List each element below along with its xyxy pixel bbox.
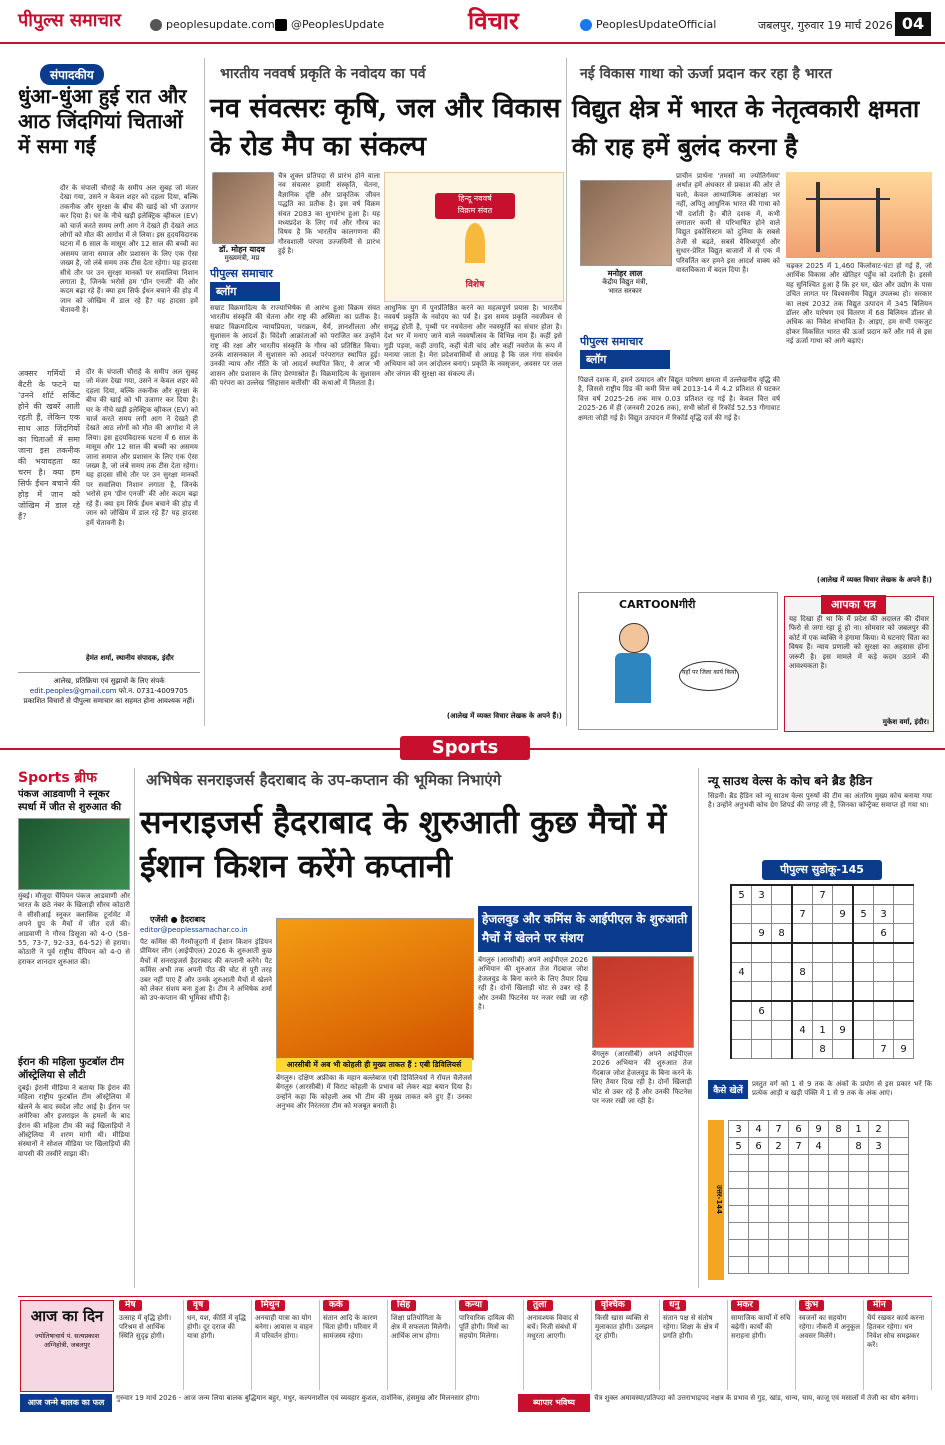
editorial-tag: संपादकीय [40, 64, 104, 85]
sudoku-cell[interactable] [833, 924, 854, 944]
answer-label: उत्तर-144 [708, 1120, 724, 1280]
main-footnote: (आलेख में व्यक्त विचार लेखक के अपने हैं।) [446, 712, 562, 720]
answer-cell [829, 1206, 849, 1223]
sign-text: सामाजिक कार्यों में रुचि बढ़ेगी। कार्यों की सराहना होगी। [731, 1314, 791, 1340]
answer-cell [889, 1240, 909, 1257]
sign-name: मिथुन [255, 1300, 285, 1311]
energy-body-3: चढ़कर 2025 में 1,460 किलोवाट-घंटा हो गई है, जो आर्थिक विकास और खेतिहर पहुँच को दर्शाती है। इससे यह सुनिश्चित हुआ है कि हर घर, खेत और उद्योग के पास उचित लागत पर विश्वसनीय विद्युत उपलब्ध हो। सरकार का लक्ष्य 2032 तक विद्युत उत्पादन में 345 बिलियन डॉलर और पारेषण एवं वितरण में 68 बिलियन डॉलर से अधिक का निवेश संभावित है। आइए, हम सभी एकजुट होकर विकसित भारत की ऊर्जा प्रदान करें और गर्व से इस नई ऊर्जा गाथा को आगे बढ़ाएं। [786, 262, 932, 346]
sign-text: संतान पक्ष से संतोष रहेगा। शिक्षा के क्षेत्र में प्रगति होगी। [663, 1314, 719, 1340]
nsw-headline: न्यू साउथ वेल्स के कोच बने ब्रैड हैडिन [708, 774, 873, 788]
answer-cell [809, 1172, 829, 1189]
letters-signature: मुकेश वर्मा, इंदौर। [882, 718, 929, 726]
sudoku-cell[interactable] [894, 982, 914, 1002]
answer-cell [869, 1223, 889, 1240]
answer-cell: 5 [729, 1138, 749, 1155]
editorial-headline: धुंआ-धुंआ हुई रात और आठ जिंदगियां चिताओं में समा गईं [18, 84, 187, 158]
answer-cell [749, 1240, 769, 1257]
energy-body-2: पिछले दशक में, हमने उत्पादन और विद्युत पारेषण क्षमता में उल्लेखनीय वृद्धि की है, जिससे राष्ट्रीय ग्रिड की कमी वित्त वर्ष 2013-14 में 4.2 प्रतिशत से घटकर वित्त वर्ष 2025-26 तक मात्र 0.03 प्रतिशत रह गई है। केवल वित्त वर्ष 2025-26 में ही (जनवरी 2026 तक), सभी स्रोतों से रिकॉर्ड 52.53 गीगावाट क्षमता जोड़ी गई है। विद्युत उत्पादन में रिकॉर्ड वृद्धि दर्ज की गई है। [578, 376, 780, 422]
sudoku-cell[interactable] [853, 1001, 874, 1021]
sudoku-cell[interactable] [752, 982, 772, 1002]
sign-text: धैर्य रखकर कार्य करना हितकर रहेगा। धन निवेश सोच समझकर करें। [867, 1314, 925, 1349]
main-body-3: आधुनिक युग में पुनर्प्रतिष्ठित करने का महत्वपूर्ण प्रयास है। भारतीय नववर्ष प्रकृति के नवोदय का पर्व है। इस समय प्रकृति नवजीवन से समृद्ध होती है, पृथ्वी पर नवचेतना और नवस्फूर्ति का संचार होता है। देश भर में मनाए जाने वाले नववर्षोत्सव के विभिन्न नाम हैं। कहीं इसे गुड़ी पड़वा, कहीं उगादि, कहीं चेती चांद और कहीं नवरोज के रूप में मनाया जाता है। मेरा प्रदेशवासियों से आग्रह है कि जल गंगा संवर्धन अभियान को जन आंदोलन बनाएं। प्रकृति के नवसृजन, अवसर पर जल और जंगल की सुरक्षा का संकल्प लें। [384, 304, 562, 378]
sudoku-cell[interactable] [772, 1021, 793, 1040]
blog-label: ब्लॉग [210, 282, 280, 301]
sudoku-cell[interactable] [853, 982, 874, 1002]
sign-text: अनावश्यक विवाद से बचें। निजी संबंधों में मधुरता आएगी। [527, 1314, 579, 1340]
sudoku-cell[interactable] [853, 1021, 874, 1040]
footer-contact-label: आलेख, प्रतिक्रिया एवं सुझावों के लिए संपर्क [53, 677, 165, 685]
sudoku-cell[interactable] [813, 1001, 833, 1021]
sudoku-cell[interactable] [792, 982, 813, 1002]
answer-cell [809, 1189, 829, 1206]
answer-cell [829, 1223, 849, 1240]
blog-brand: पीपुल्स समाचार [580, 335, 643, 348]
agency: एजेंसी [150, 915, 168, 924]
sudoku-cell[interactable] [853, 943, 874, 963]
sudoku-cell[interactable] [833, 1001, 854, 1021]
sudoku-cell[interactable] [853, 1040, 874, 1059]
author-title-1: केंद्रीय विद्युत मंत्री, [602, 278, 648, 286]
column-divider [134, 768, 135, 1288]
horoscope-card [796, 1300, 864, 1390]
sudoku-cell[interactable]: 5 [731, 885, 752, 905]
sudoku-cell[interactable] [772, 982, 793, 1002]
energy-body-1: प्राचीन प्रार्थना 'तमसो मा ज्योतिर्गमय' अर्थात हमें अंधकार से प्रकाश की ओर ले चलो, केवल आध्यात्मिक आकांक्षा भर नहीं, अपितु आधुनिक भारत की गाथा को भी दर्शाती है। बीते दशक में, कभी लगातार कमी से परिभाषित होने वाले विद्युत इकोसिस्टम को दुनिया के सबसे तेजी से बढ़ते, सबसे वैविध्यपूर्ण और सुधार-प्रेरित विद्युत बाजारों में से एक में परिवर्तित कर हमने इस आदर्श वाक्य को वास्तविकता में बदल दिया है। [676, 172, 780, 275]
answer-cell [729, 1172, 749, 1189]
trade-label: ब्यापार भविष्य [518, 1394, 590, 1412]
answer-cell [749, 1257, 769, 1274]
facebook-link[interactable]: PeoplesUpdateOfficial [580, 18, 716, 31]
answer-cell: 6 [789, 1121, 809, 1138]
sudoku-rules: प्रस्तुत वर्ग को 1 से 9 तक के अंकों के प्रयोग से इस प्रकार भरें कि प्रत्येक आड़ी व खड़ी पंक्ति में 1 से 9 तक के अंक आएं। [752, 1080, 932, 1098]
answer-cell: 3 [729, 1121, 749, 1138]
answer-cell [789, 1257, 809, 1274]
sudoku-cell[interactable] [813, 943, 833, 963]
sudoku-cell[interactable] [772, 943, 793, 963]
answer-cell [729, 1240, 749, 1257]
answer-cell [729, 1189, 749, 1206]
letters-title: आपका पत्र [821, 595, 886, 614]
answer-cell [749, 1206, 769, 1223]
sign-name: मीन [867, 1300, 892, 1311]
answer-cell [729, 1206, 749, 1223]
sudoku-cell[interactable] [874, 982, 894, 1002]
answer-cell [889, 1257, 909, 1274]
sudoku-cell[interactable]: 1 [813, 1021, 833, 1040]
answer-cell [889, 1189, 909, 1206]
energy-footnote: (आलेख में व्यक्त विचार लेखक के अपने हैं।) [816, 576, 932, 584]
answer-cell [889, 1206, 909, 1223]
masthead-logo: पीपुल्स समाचार [18, 10, 121, 31]
answer-cell [809, 1223, 829, 1240]
answer-cell [809, 1206, 829, 1223]
sudoku-cell[interactable]: 4 [792, 1021, 813, 1040]
sudoku-cell[interactable] [833, 963, 854, 982]
sudoku-cell[interactable] [792, 885, 813, 905]
sign-text: संतान आदि के कारण चिंता होगी। परिवार में सामंजस्य रहेगा। [323, 1314, 378, 1340]
answer-cell [869, 1155, 889, 1172]
sign-name: वृष [187, 1300, 209, 1311]
art-caption-3: विशेष [465, 280, 485, 290]
answer-cell [789, 1189, 809, 1206]
author-photo [212, 172, 274, 244]
answer-cell [749, 1223, 769, 1240]
art-caption-2: विक्रम संवत [457, 206, 493, 215]
author-name: मनोहर लाल [607, 269, 643, 278]
sudoku-cell[interactable]: 4 [731, 963, 752, 982]
trade-text: चैत्र शुक्ल अमावस्या/प्रतिपदा को उत्तराभाद्रपद नक्षत्र के प्रभाव से गुड़, खांड, धान्य, चाय, काजू एवं मसालों में तेजी का योग बनेगा। [594, 1394, 919, 1402]
festival-illustration [384, 172, 564, 302]
horoscope-card [116, 1300, 184, 1390]
answer-cell [789, 1240, 809, 1257]
energy-kicker: नई विकास गाथा को ऊर्जा प्रदान कर रहा है भारत [580, 66, 832, 82]
sudoku-cell[interactable] [772, 905, 793, 924]
sudoku-cell[interactable]: 5 [853, 905, 874, 924]
globe-icon [150, 19, 162, 31]
sudoku-cell[interactable] [731, 943, 752, 963]
horoscope-card [252, 1300, 320, 1390]
answer-cell: 2 [869, 1121, 889, 1138]
sign-text: उत्साह में वृद्धि होगी। परिश्रम से आर्थिक स्थिति सुदृढ़ होगी। [119, 1314, 172, 1340]
rules-label: कैसे खेलें [708, 1080, 748, 1099]
sudoku-cell[interactable] [792, 943, 813, 963]
blog-label: ब्लॉग [580, 350, 670, 369]
sudoku-cell[interactable] [813, 905, 833, 924]
letters-body: यह दिखा ही था कि मैं प्रदेश की अदालत की दीवार फिरो से जगा रहा हूं हो ना। सोमवार को जबलपुर की कोर्ट में एक व्यक्ति ने हंगामा किया। ये घटनाएं चिंता का विषय हैं। न्याय प्रणाली को सुरक्षा का अहसास होना जरूरी है। इस मामले में कड़े कदम उठाने की आवश्यकता है। [789, 615, 929, 671]
sudoku-cell[interactable]: 8 [792, 963, 813, 982]
sudoku-cell[interactable] [813, 963, 833, 982]
horoscope-rule [18, 1296, 932, 1297]
answer-cell: 4 [809, 1138, 829, 1155]
sign-text: पारिवारिक दायित्व की पूर्ति होगी। मित्रों का सहयोग मिलेगा। [459, 1314, 515, 1340]
editorial-footer [18, 672, 200, 706]
answer-cell [769, 1155, 789, 1172]
answer-cell [849, 1172, 869, 1189]
answer-cell [849, 1155, 869, 1172]
sudoku-cell[interactable] [874, 963, 894, 982]
answer-cell [869, 1206, 889, 1223]
brief-1-headline: पंकज आडवाणी ने स्नूकर स्पर्धा में जीत से शुरुआत की [18, 789, 122, 813]
sudoku-cell[interactable] [894, 1021, 914, 1040]
art-caption-1: हिन्दू नववर्ष [458, 194, 492, 203]
answer-cell [829, 1138, 849, 1155]
sudoku-cell[interactable] [752, 1040, 772, 1059]
column-divider [204, 58, 205, 726]
sudoku-cell[interactable] [731, 1040, 752, 1059]
author-title-2: भारत सरकार [608, 287, 642, 295]
footer-disclaimer: प्रकाशित विचारों से पीपुल्स समाचार का सहमत होना आवश्यक नहीं। [23, 697, 195, 705]
sudoku-cell[interactable] [731, 1021, 752, 1040]
side-body-cont: बेंगलुरु (आरसीबी) अपने आईपीएल 2026 अभियान की शुरुआत तेज गेंदबाज जोश हेजलवुड के बिना करने के लिए तैयार दिख रही है। दोनों खिलाड़ी चोट से उबर रहे हैं और उनकी फिटनेस पर नजर रखी जा रही है। [592, 1050, 692, 1106]
side-headline: हेजलवुड और कमिंस के आईपीएल के शुरुआती मैचों में खेलने पर संशय [482, 912, 688, 945]
cummins-photo [592, 956, 694, 1048]
section-title: विचार [468, 7, 519, 35]
sign-name: वृश्चिक [595, 1300, 631, 1311]
sudoku-cell[interactable] [853, 963, 874, 982]
cartoon-sign: यहाँ पर जिला कार्य किया [679, 661, 739, 691]
answer-cell: 1 [849, 1121, 869, 1138]
sudoku-cell[interactable] [731, 924, 752, 944]
sudoku-cell[interactable] [874, 1001, 894, 1021]
snooker-photo [18, 818, 130, 890]
answer-cell [829, 1155, 849, 1172]
answer-cell: 6 [749, 1138, 769, 1155]
answer-cell [869, 1189, 889, 1206]
born-text: गुरुवार 19 मार्च 2026 - आज जन्म लिया बालक बुद्धिमान बहुर, मधुर, कल्पनाशील एवं व्यवहार कुशल, दार्शनिक, हंसमुख और मिलनसार होगा। [116, 1394, 480, 1402]
horoscope-card [184, 1300, 252, 1390]
sudoku-cell[interactable]: 7 [792, 905, 813, 924]
sudoku-cell[interactable] [894, 885, 914, 905]
x-icon [275, 19, 287, 31]
answer-cell [829, 1257, 849, 1274]
sudoku-cell[interactable] [874, 885, 894, 905]
answer-cell [829, 1240, 849, 1257]
power-tower-photo [786, 172, 932, 258]
answer-cell [729, 1155, 749, 1172]
horoscope-card [864, 1300, 932, 1390]
twitter-link[interactable]: @PeoplesUpdate [275, 18, 384, 31]
brief-1-body: मुंबई। मौजूदा चैंपियन पंकज आडवाणी और भारत के छठे नंबर के खिलाड़ी सौरव कोठारी ने सीसीआई स्नूकर क्लासिक टूर्नामेंट में अपने ग्रुप के मैचों में जीत दर्ज की। आडवाणी ने गौरव डिसूजा को 4-0 (58-55, 73-7, 92-33, 64-52) से हराया। कोठारी ने पूर्व राष्ट्रीय चैंपियन को 4-0 से हराकर शानदार शुरुआत की। [18, 892, 130, 966]
nsw-body: सिडनी। ब्रैड हैडिन को न्यू साउथ वेल्स पुरुषों की टीम का अंतरिम मुख्य कोच बनाया गया है। उन्होंने अनुभवी कोच ग्रेग शिपर्ड की जगह ली है, जिनका कॉन्ट्रैक्ट समाप्त हो गया था। [708, 792, 932, 810]
horoscope-card [592, 1300, 660, 1390]
sudoku-cell[interactable] [853, 924, 874, 944]
horoscope-card [320, 1300, 388, 1390]
answer-cell [729, 1223, 749, 1240]
sudoku-cell[interactable] [853, 885, 874, 905]
sudoku-cell[interactable] [833, 1040, 854, 1059]
answer-cell [769, 1257, 789, 1274]
sudoku-grid[interactable] [730, 884, 914, 1059]
sudoku-cell[interactable]: 6 [752, 1001, 772, 1021]
horoscope-box [20, 1300, 114, 1392]
answer-cell [869, 1172, 889, 1189]
sports-band [0, 736, 945, 762]
sports-body-1: पैट कमिंस की गैरमौजूदगी में ईशान किशन इंडियन प्रीमियर लीग (आईपीएल) 2026 के शुरुआती कुछ मैचों में सनराइजर्स हैदराबाद की कप्तानी करेंगे। पैट कमिंस अभी तक अपनी पीठ की चोट से पूरी तरह उबर नहीं पाए हैं और उनके शुरुआती मैचों में खेलने को लेकर संशय बना हुआ है। टीम ने अभिषेक शर्मा को उप-कप्तान की भूमिका सौंपी है। [140, 938, 272, 1003]
horoscope-card [660, 1300, 728, 1390]
sudoku-cell[interactable] [894, 963, 914, 982]
answer-cell [749, 1155, 769, 1172]
sudoku-cell[interactable] [752, 943, 772, 963]
sign-name: सिंह [391, 1300, 416, 1311]
sudoku-cell[interactable] [752, 1021, 772, 1040]
answer-cell [769, 1189, 789, 1206]
brief-2-body: दुबई। ईरानी मीडिया ने बताया कि ईरान की महिला राष्ट्रीय फुटबॉल टीम ऑस्ट्रेलिया में खेलने के बाद स्वदेश लौट आई है। ईरान पर अमेरिका और इजराइल के हमलों के बाद ईरान की महिला टीम की कई खिलाड़ियों ने ऑस्ट्रेलिया में शरण मांगी थी। मीडिया संस्थानों ने सोशल मीडिया पर खिलाड़ियों की वापसी की तस्वीरें साझा कीं। [18, 1084, 130, 1158]
answer-cell: 7 [769, 1121, 789, 1138]
editorial-body: दौर के चंपाली चौराहे के समीप अल सुबह जो मंजर देखा गया, उसने न केवल शहर को दहला दिया, बल्कि तकनीक और सुरक्षा के बीच की खाई को भी उजागर कर दिया है। घर के नीचे खड़ी इलेक्ट्रिक व्हीकल (EV) को चार्ज करते समय लगी आग ने देखते ही देखते आठ लोगों को मौत की आगोश में ले लिया। इस हृदयविदारक घटना में 6 साल के मासूम और 12 साल की बच्ची का असमय जाना समाज और प्रशासन के लिए एक ऐसा जख्म है, जो लंबे समय तक टीस देता रहेगा। यह हादसा सीधे तौर पर उन सुरक्षा मानकों पर सवालिया निशान लगाता है, जिनके भरोसे हम 'ग्रीन एनर्जी' की ओर कदम बढ़ा रहे हैं। क्या हम सिर्फ ईंधन बचाने की होड़ में जान को जोखिम में डाल रहे हैं? यह हादसा हमें चेतावनी है। [60, 184, 198, 315]
sudoku-cell[interactable] [792, 1001, 813, 1021]
sign-text: शिक्षा प्रतियोगिता के क्षेत्र में सफलता मिलेगी। आर्थिक लाभ होगा। [391, 1314, 451, 1340]
sudoku-cell[interactable]: 3 [874, 905, 894, 924]
site-link[interactable]: peoplesupdate.com [150, 18, 275, 31]
author-name: डॉ. मोहन यादव [219, 245, 265, 254]
letters-box [784, 596, 934, 732]
sudoku-cell[interactable] [731, 905, 752, 924]
answer-cell [849, 1206, 869, 1223]
sudoku-cell[interactable] [874, 1021, 894, 1040]
horoscope-card [728, 1300, 796, 1390]
sign-text: स्वजनों का सहयोग रहेगा। नौकरी में अनुकूल अवसर मिलेंगे। [799, 1314, 860, 1340]
sudoku-title: पीपुल्स सुडोकू-145 [762, 860, 882, 880]
main-body-2: सम्राट विक्रमादित्य के राज्याभिषेक से आरंभ हुआ विक्रम संवत भारतीय संस्कृति की चेतना और राष्ट्र की अस्मिता का प्रतीक है। सम्राट विक्रमादित्य न्यायप्रियता, पराक्रम, धैर्य, ज्ञानशीलता और सुशासन के आदर्श हैं। विदेशी आक्रांताओं को पराजित कर उन्होंने राष्ट्र की रक्षा और भारतीय संस्कृति के गौरव को प्रतिष्ठित किया। उनके शासनकाल में सुशासन को आदर्श परंपरागत स्थापित हुई। उनकी न्याय और नीति के जो आदर्श स्थापित किए, वे आज भी शासन और प्रशासन के लिए प्रेरणास्रोत हैं। विक्रमादित्य के सुशासन की परंपरा का उल्लेख 'सिंहासन बत्तीसी' की कथाओं में मिलता है। [210, 304, 380, 388]
brief-2-headline: ईरान की महिला फुटबॉल टीम ऑस्ट्रेलिया से लौटी [18, 1057, 125, 1081]
editorial-author: हेमंत शर्मा, स्थानीय संपादक, इंदौर [86, 654, 174, 662]
column-divider [566, 58, 567, 726]
horoscope-card [524, 1300, 592, 1390]
sudoku-cell[interactable] [752, 963, 772, 982]
sudoku-cell[interactable] [772, 1001, 793, 1021]
sudoku-cell[interactable] [813, 982, 833, 1002]
sign-text: अनचाही यात्रा का योग बनेगा। आवास व वाहन में परिवर्तन होगा। [255, 1314, 313, 1340]
answer-cell [869, 1257, 889, 1274]
answer-cell: 3 [869, 1138, 889, 1155]
sudoku-cell[interactable] [731, 982, 752, 1002]
sign-name: तुला [527, 1300, 553, 1311]
answer-cell: 4 [749, 1121, 769, 1138]
sudoku-cell[interactable]: 3 [752, 885, 772, 905]
answer-cell [829, 1189, 849, 1206]
answer-cell [889, 1121, 909, 1138]
sudoku-cell[interactable] [833, 943, 854, 963]
sudoku-cell[interactable]: 9 [833, 905, 854, 924]
answer-cell [809, 1257, 829, 1274]
sudoku-cell[interactable]: 8 [813, 1040, 833, 1059]
blog-brand: पीपुल्स समाचार [210, 267, 273, 280]
photo-caption: आरसीबी में अब भी कोहली ही मुख्य ताकत हैं : एबी डिविलियर्स [276, 1058, 472, 1072]
sports-body-2: बेंगलुरु। दक्षिण अफ्रीका के महान बल्लेबाज एबी डिविलियर्स ने रॉयल चैलेंजर्स बेंगलुरु (आरसीबी) में विराट कोहली के प्रभाव को लेकर बड़ा बयान दिया है। उन्होंने कहा कि कोहली अब भी टीम की मुख्य ताकत बने हुए हैं। उनका अनुभव और निरंतरता टीम को मजबूत बनाती है। [276, 1074, 472, 1111]
answer-cell [749, 1189, 769, 1206]
answer-cell [789, 1172, 809, 1189]
sudoku-cell[interactable] [731, 1001, 752, 1021]
sports-brief-label: Sports ब्रीफ [18, 770, 97, 786]
sudoku-cell[interactable] [894, 1001, 914, 1021]
answer-cell [769, 1206, 789, 1223]
answer-cell: 8 [849, 1138, 869, 1155]
cartoon-panel [578, 592, 778, 730]
dateline: जबलपुर, गुरुवार 19 मार्च 2026 [758, 19, 893, 32]
sudoku-cell[interactable] [792, 924, 813, 944]
horoscope-card [456, 1300, 524, 1390]
born-label: आज जन्मे बालक का फल [20, 1394, 112, 1412]
sudoku-cell[interactable] [894, 905, 914, 924]
answer-cell [769, 1240, 789, 1257]
answer-cell: 9 [809, 1121, 829, 1138]
facebook-icon [580, 19, 592, 31]
ishan-photo [276, 918, 474, 1060]
sudoku-cell[interactable]: 6 [874, 924, 894, 944]
sports-headline: सनराइजर्स हैदराबाद के शुरुआती कुछ मैचों में ईशान किशन करेंगे कप्तानी [140, 803, 667, 885]
sudoku-cell[interactable]: 9 [833, 1021, 854, 1040]
sports-kicker: अभिषेक सनराइजर्स हैदराबाद के उप-कप्तान की भूमिका निभाएंगे [146, 771, 502, 789]
editorial-body-cont: दौर के चंपाली चौराहे के समीप अल सुबह जो मंजर देखा गया, उसने न केवल शहर को दहला दिया, बल्कि तकनीक और सुरक्षा के बीच की खाई को भी उजागर कर दिया है। घर के नीचे खड़ी इलेक्ट्रिक व्हीकल (EV) को चार्ज करते समय लगी आग ने देखते ही देखते आठ लोगों को मौत की आगोश में ले लिया। इस हृदयविदारक घटना में 6 साल के मासूम और 12 साल की बच्ची का असमय जाना समाज और प्रशासन के लिए एक ऐसा जख्म है, जो लंबे समय तक टीस देता रहेगा। यह हादसा सीधे तौर पर उन सुरक्षा मानकों पर सवालिया निशान लगाता है, जिनके भरोसे हम 'ग्रीन एनर्जी' की ओर कदम बढ़ा रहे हैं। क्या हम सिर्फ ईंधन बचाने की होड़ में जान को जोखिम में डाल रहे हैं? यह हादसा हमें चेतावनी है। [86, 368, 198, 527]
editorial-pullquote: अक्सर गर्मियों में बैटरी के फटने या 'उनने शॉर्ट सर्किट होने की खबरें आती रहती हैं, लेकिन एक साथ आठ जिंदगियों का चिताओं में समा जाना इस तकनीक की भयावहता का चरम है। क्या हम सिर्फ ईंधन बचाने की होड़ में जान को जोखिम में डाल रहे हैं? [18, 369, 80, 521]
side-body: बेंगलुरु (आरसीबी) अपने आईपीएल 2026 अभियान की शुरुआत तेज गेंदबाज जोश हेजलवुड के बिना करने के लिए तैयार दिख रही है। दोनों खिलाड़ी चोट से उबर रहे हैं और उनकी फिटनेस पर नजर रखी जा रही है। [478, 956, 588, 1012]
answer-cell: 7 [789, 1138, 809, 1155]
sudoku-cell[interactable]: 9 [752, 924, 772, 944]
sign-name: मेष [119, 1300, 142, 1311]
answer-cell [849, 1189, 869, 1206]
answer-cell [729, 1257, 749, 1274]
answer-cell: 8 [829, 1121, 849, 1138]
sign-name: कुंभ [799, 1300, 824, 1311]
author-title: मुख्यमंत्री, मप्र [224, 254, 260, 262]
sign-text: धन, यश, कीर्ति में वृद्धि होगी। दूर दराज की यात्रा होगी। [187, 1314, 246, 1340]
horoscope-card [388, 1300, 456, 1390]
sudoku-cell[interactable] [792, 1040, 813, 1059]
answer-cell [889, 1172, 909, 1189]
sign-name: कर्क [323, 1300, 349, 1311]
answer-cell [749, 1172, 769, 1189]
answer-cell [829, 1172, 849, 1189]
answer-cell [789, 1223, 809, 1240]
answer-cell [849, 1257, 869, 1274]
answer-cell [889, 1155, 909, 1172]
sign-name: कन्या [459, 1300, 488, 1311]
main-body-1: चैत्र शुक्ल प्रतिपदा से प्रारंभ होने वाला नव संवत्सर हमारी संस्कृति, चेतना, वैज्ञानिक दृष्टि और प्राकृतिक जीवन पद्धति का प्रतीक है। इस वर्ष विक्रम संवत 2083 का शुभारंभ हुआ है। यह मध्यप्रदेश के लिए गर्व और गौरव का विषय है कि भारतीय कालगणना की गौरवशाली परंपरा उज्जयिनी से प्रारंभ हुई है। [278, 172, 380, 256]
page-number: 04 [895, 12, 931, 36]
sudoku-cell[interactable] [874, 943, 894, 963]
main-headline: नव संवत्सरः कृषि, जल और विकास के रोड मैप का संकल्प [210, 93, 561, 162]
sports-dateline: हैदराबाद [180, 915, 206, 924]
answer-cell [849, 1240, 869, 1257]
answer-grid [728, 1120, 909, 1274]
sports-label: Sports [400, 736, 530, 760]
footer-email[interactable]: edit.peoples@gmail.com [29, 687, 117, 695]
sudoku-cell[interactable] [752, 905, 772, 924]
sudoku-cell[interactable] [894, 943, 914, 963]
sudoku-cell[interactable] [813, 924, 833, 944]
energy-headline: विद्युत क्षेत्र में भारत के नेतृत्वकारी क्षमता की राह हमें बुलंद करना है [572, 94, 920, 161]
answer-cell [769, 1223, 789, 1240]
sudoku-cell[interactable] [772, 885, 793, 905]
sudoku-cell[interactable] [772, 963, 793, 982]
cartoon-label: CARTOONगीरी [619, 598, 696, 611]
horoscope-title: आज का दिन [30, 1307, 104, 1325]
answer-cell [849, 1223, 869, 1240]
column-divider [698, 768, 699, 1288]
answer-cell: 2 [769, 1138, 789, 1155]
sudoku-cell[interactable] [833, 982, 854, 1002]
sports-byline: एजेंसी ● हैदराबाद [150, 915, 206, 924]
main-kicker: भारतीय नववर्ष प्रकृति के नवोदय का पर्व [220, 66, 426, 82]
sudoku-cell[interactable]: 7 [813, 885, 833, 905]
sign-name: धनु [663, 1300, 686, 1311]
sudoku-cell[interactable] [894, 924, 914, 944]
answer-cell [809, 1240, 829, 1257]
sudoku-cell[interactable]: 7 [874, 1040, 894, 1059]
sudoku-cell[interactable] [772, 1040, 793, 1059]
horoscope-row [116, 1300, 932, 1390]
sudoku-cell[interactable] [833, 885, 854, 905]
sudoku-cell[interactable]: 9 [894, 1040, 914, 1059]
answer-cell [789, 1206, 809, 1223]
sports-email[interactable]: editor@peoplessamachar.co.in [140, 926, 248, 934]
answer-cell [789, 1155, 809, 1172]
sign-name: मकर [731, 1300, 759, 1311]
author-photo [580, 180, 672, 266]
horoscope-sub: ज्योतिषाचार्य पं. सत्यप्रकाश अग्निहोत्री, जबलपुर [34, 1332, 100, 1349]
answer-cell [869, 1240, 889, 1257]
answer-cell [889, 1223, 909, 1240]
footer-phone: फो.न. 0731-4009705 [118, 687, 189, 695]
answer-cell [809, 1155, 829, 1172]
answer-cell [889, 1138, 909, 1155]
sudoku-cell[interactable]: 8 [772, 924, 793, 944]
answer-cell [769, 1172, 789, 1189]
sign-text: किसी खास व्यक्ति से मुलाकात होगी। उलझन दूर होगी। [595, 1314, 654, 1340]
